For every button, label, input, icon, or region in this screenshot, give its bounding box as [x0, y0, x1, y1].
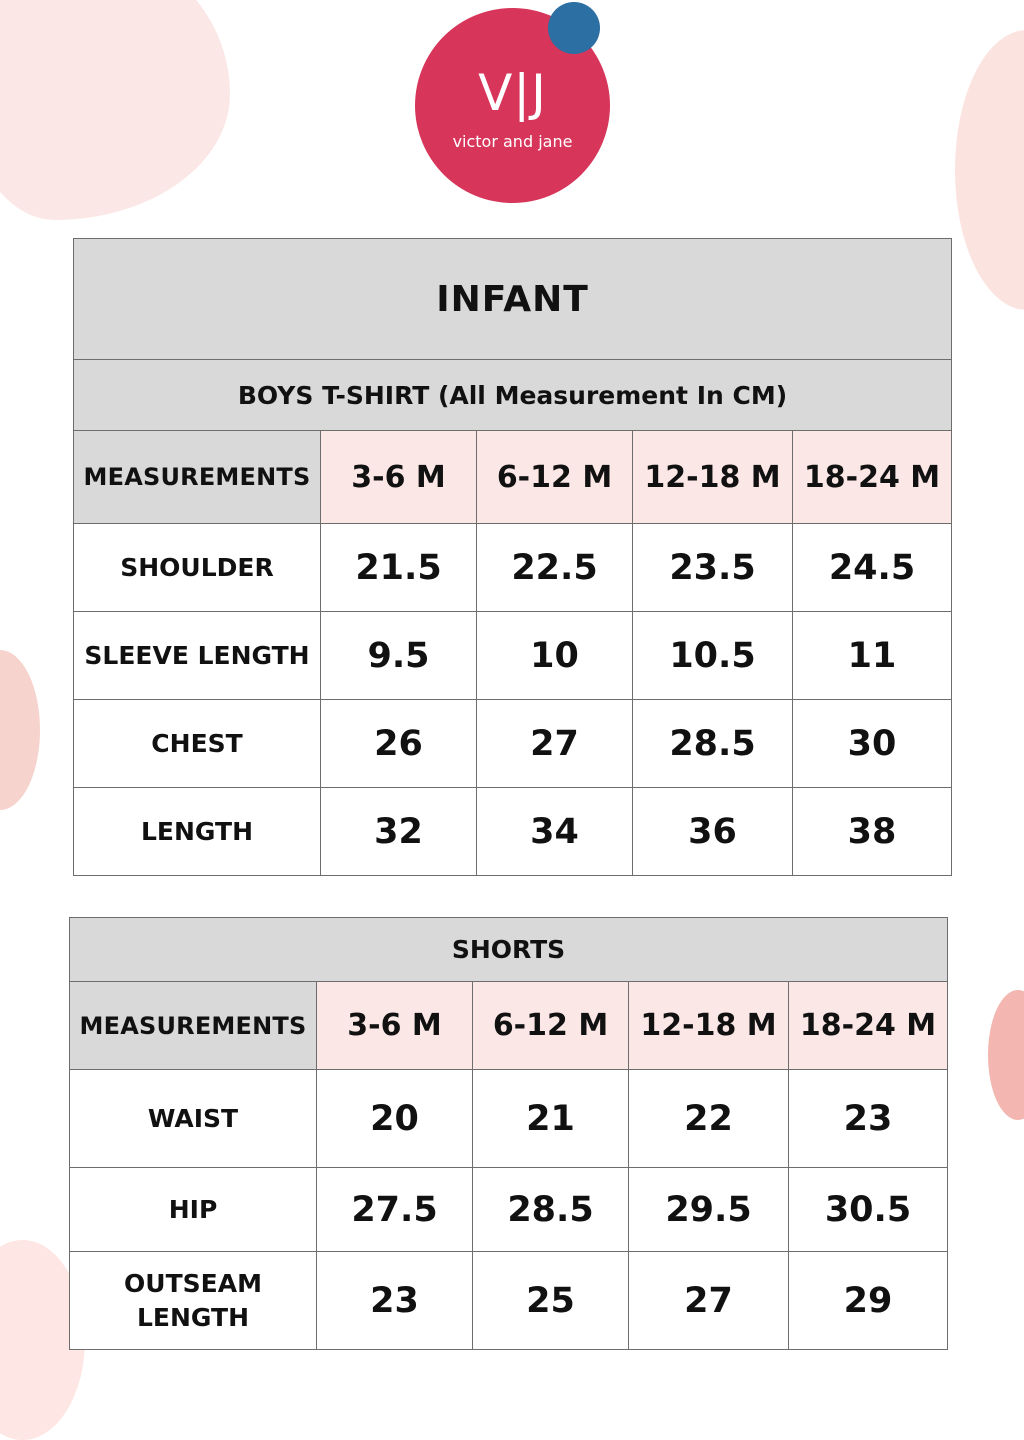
value-cell: 22.5: [477, 524, 633, 612]
decorative-blob: [988, 990, 1024, 1120]
value-cell: 9.5: [321, 612, 477, 700]
table-row: [74, 700, 952, 788]
brand-logo: [415, 8, 610, 203]
value-cell: 10.5: [633, 612, 793, 700]
value-cell: 34: [477, 788, 633, 876]
measurements-header: MEASUREMENTS: [70, 982, 317, 1070]
value-cell: 11: [793, 612, 952, 700]
value-cell: 36: [633, 788, 793, 876]
table-row: [74, 612, 952, 700]
size-header: 12-18 M: [633, 431, 793, 524]
size-header: 6-12 M: [477, 431, 633, 524]
row-label: WAIST: [70, 1070, 317, 1168]
row-label: SHOULDER: [74, 524, 321, 612]
value-cell: 26: [321, 700, 477, 788]
value-cell: 21: [473, 1070, 629, 1168]
row-label: SLEEVE LENGTH: [74, 612, 321, 700]
value-cell: 28.5: [473, 1168, 629, 1252]
value-cell: 23: [789, 1070, 948, 1168]
value-cell: 30.5: [789, 1168, 948, 1252]
value-cell: 27: [629, 1252, 789, 1350]
value-cell: 27.5: [317, 1168, 473, 1252]
value-cell: 30: [793, 700, 952, 788]
value-cell: 28.5: [633, 700, 793, 788]
value-cell: 27: [477, 700, 633, 788]
table-title: INFANT: [74, 239, 952, 360]
row-label: OUTSEAM LENGTH: [70, 1252, 317, 1350]
table-row: [74, 788, 952, 876]
size-header: 12-18 M: [629, 982, 789, 1070]
value-cell: 29.5: [629, 1168, 789, 1252]
size-header: 18-24 M: [789, 982, 948, 1070]
table-subtitle: BOYS T-SHIRT (All Measurement In CM): [74, 360, 952, 431]
value-cell: 20: [317, 1070, 473, 1168]
table-title: SHORTS: [70, 918, 948, 982]
value-cell: 24.5: [793, 524, 952, 612]
value-cell: 29: [789, 1252, 948, 1350]
value-cell: 38: [793, 788, 952, 876]
table-row: [70, 1070, 948, 1168]
value-cell: 10: [477, 612, 633, 700]
decorative-blob: [955, 30, 1024, 310]
value-cell: 32: [321, 788, 477, 876]
value-cell: 23.5: [633, 524, 793, 612]
row-label: HIP: [70, 1168, 317, 1252]
size-header: 3-6 M: [317, 982, 473, 1070]
table-row: [74, 524, 952, 612]
table-row: [70, 1168, 948, 1252]
value-cell: 25: [473, 1252, 629, 1350]
table-row: [70, 1252, 948, 1350]
size-header: 3-6 M: [321, 431, 477, 524]
logo-accent-dot: [548, 2, 600, 54]
decorative-blob: [0, 650, 40, 810]
size-header: 6-12 M: [473, 982, 629, 1070]
value-cell: 22: [629, 1070, 789, 1168]
infant-size-table: [73, 238, 952, 876]
row-label: LENGTH: [74, 788, 321, 876]
logo-mark: V|J: [478, 64, 547, 122]
row-label: CHEST: [74, 700, 321, 788]
size-header: 18-24 M: [793, 431, 952, 524]
measurements-header: MEASUREMENTS: [74, 431, 321, 524]
decorative-blob: [0, 0, 230, 220]
logo-text: victor and jane: [452, 132, 573, 151]
shorts-size-table: [69, 917, 948, 1350]
value-cell: 23: [317, 1252, 473, 1350]
value-cell: 21.5: [321, 524, 477, 612]
